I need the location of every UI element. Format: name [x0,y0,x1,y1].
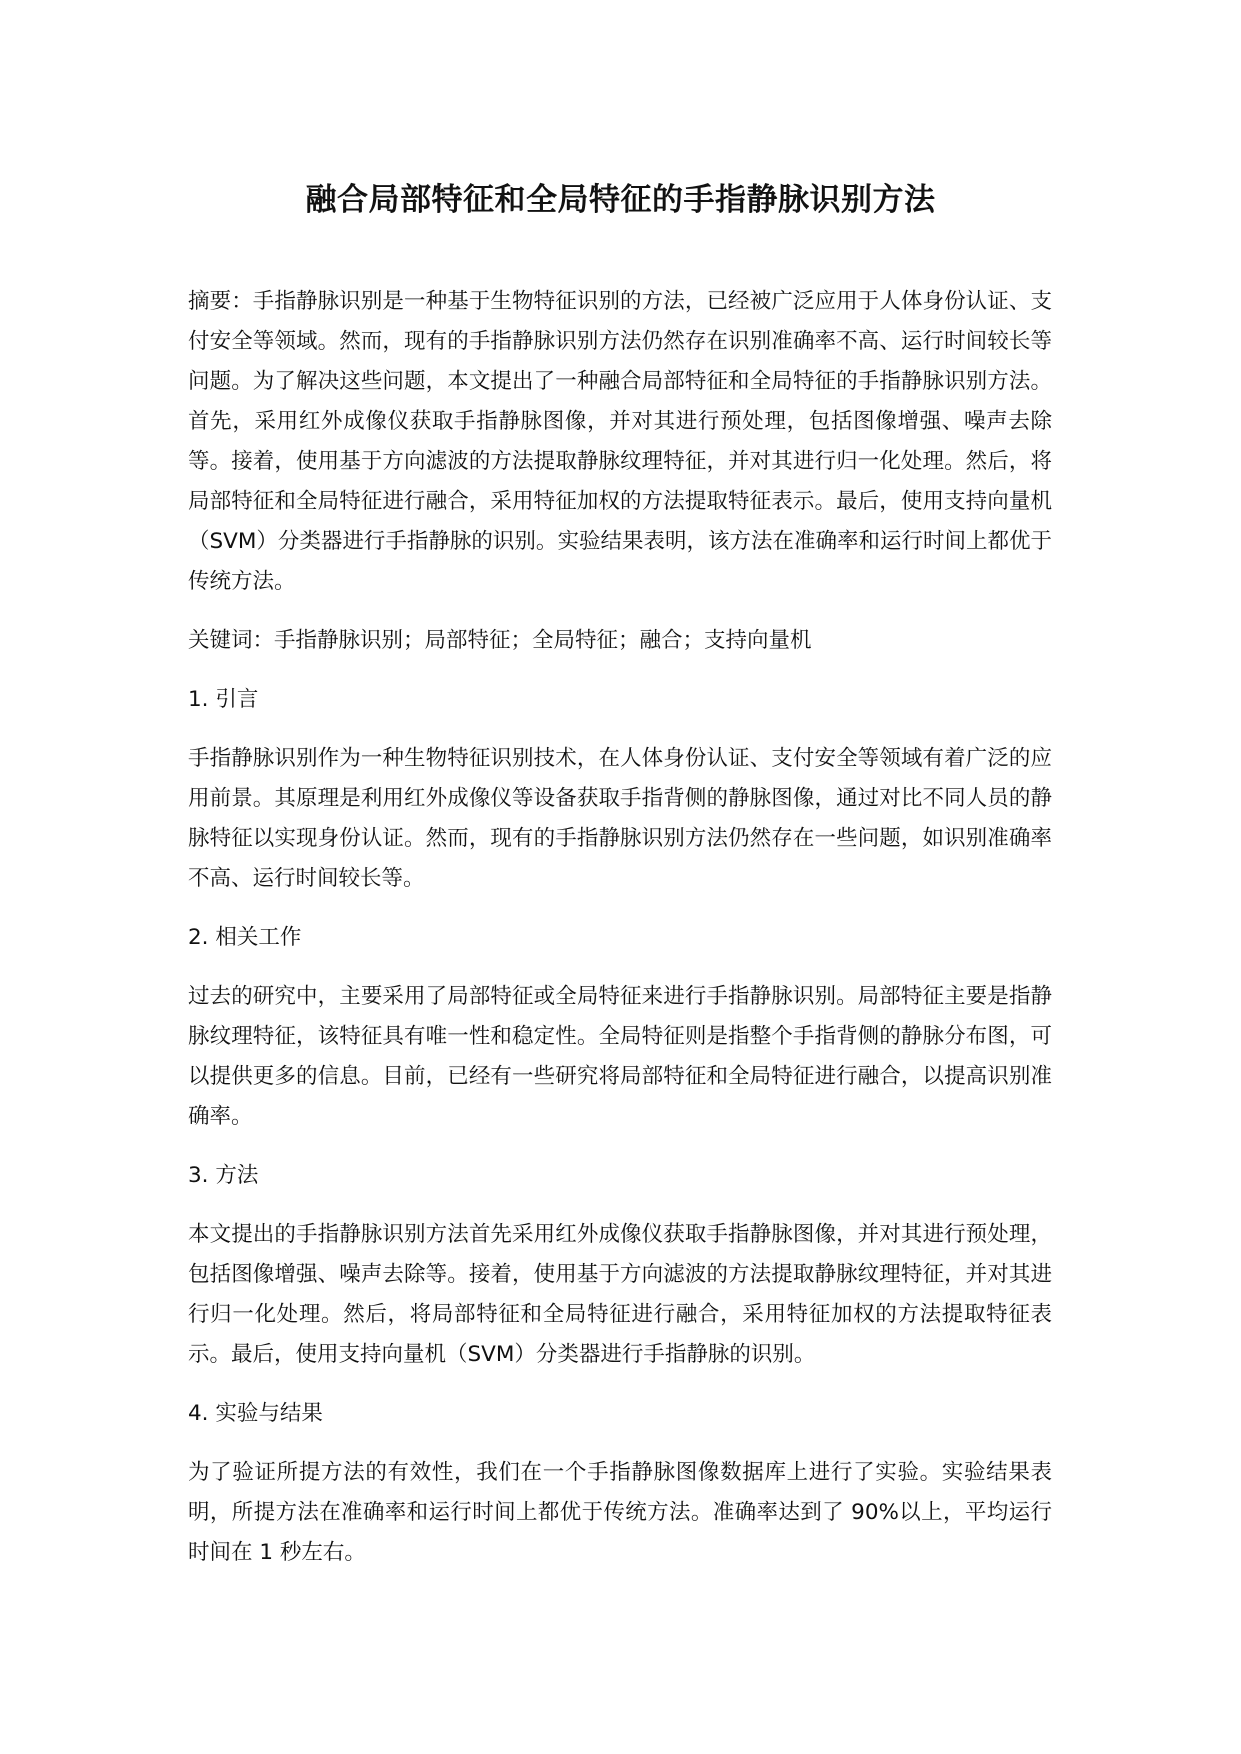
section-heading-introduction: 1. 引言 [188,687,259,712]
section-body-related-work: 过去的研究中，主要采用了局部特征或全局特征来进行手指静脉识别。局部特征主要是指静脉纹理特征，该特征具有唯一性和稳定性。全局特征则是指整个手指背侧的静脉分布图，可以提供更多的信息。目前，已经有一些研究将局部特征和全局特征进行融合，以提高识别准确率。 [188,984,1052,1129]
abstract-paragraph: 摘要：手指静脉识别是一种基于生物特征识别的方法，已经被广泛应用于人体身份认证、支付安全等领域。然而，现有的手指静脉识别方法仍然存在识别准确率不高、运行时间较长等问题。为了解决这些问题，本文提出了一种融合局部特征和全局特征的手指静脉识别方法。首先，采用红外成像仪获取手指静脉图像，并对其进行预处理，包括图像增强、噪声去除等。接着，使用基于方向滤波的方法提取静脉纹理特征，并对其进行归一化处理。然后，将局部特征和全局特征进行融合，采用特征加权的方法提取特征表示。最后，使用支持向量机（SVM）分类器进行手指静脉的识别。实验结果表明，该方法在准确率和运行时间上都优于传统方法。 [188,289,1052,594]
section-heading-related-work: 2. 相关工作 [188,925,302,950]
section-body-method: 本文提出的手指静脉识别方法首先采用红外成像仪获取手指静脉图像，并对其进行预处理，包括图像增强、噪声去除等。接着，使用基于方向滤波的方法提取静脉纹理特征，并对其进行归一化处理。然后，将局部特征和全局特征进行融合，采用特征加权的方法提取特征表示。最后，使用支持向量机（SVM）分类器进行手指静脉的识别。 [188,1222,1052,1367]
section-body-experiments: 为了验证所提方法的有效性，我们在一个手指静脉图像数据库上进行了实验。实验结果表明，所提方法在准确率和运行时间上都优于传统方法。准确率达到了 90%以上，平均运行时间在 1 秒左右。 [188,1460,1052,1565]
section-heading-experiments: 4. 实验与结果 [188,1401,323,1426]
document-body [188,282,1052,1592]
keywords-line: 关键词：手指静脉识别；局部特征；全局特征；融合；支持向量机 [188,628,812,653]
section-heading-method: 3. 方法 [188,1163,259,1188]
section-body-introduction: 手指静脉识别作为一种生物特征识别技术，在人体身份认证、支付安全等领域有着广泛的应用前景。其原理是利用红外成像仪等设备获取手指背侧的静脉图像，通过对比不同人员的静脉特征以实现身份认证。然而，现有的手指静脉识别方法仍然存在一些问题，如识别准确率不高、运行时间较长等。 [188,746,1052,891]
document-title: 融合局部特征和全局特征的手指静脉识别方法 [305,182,936,218]
